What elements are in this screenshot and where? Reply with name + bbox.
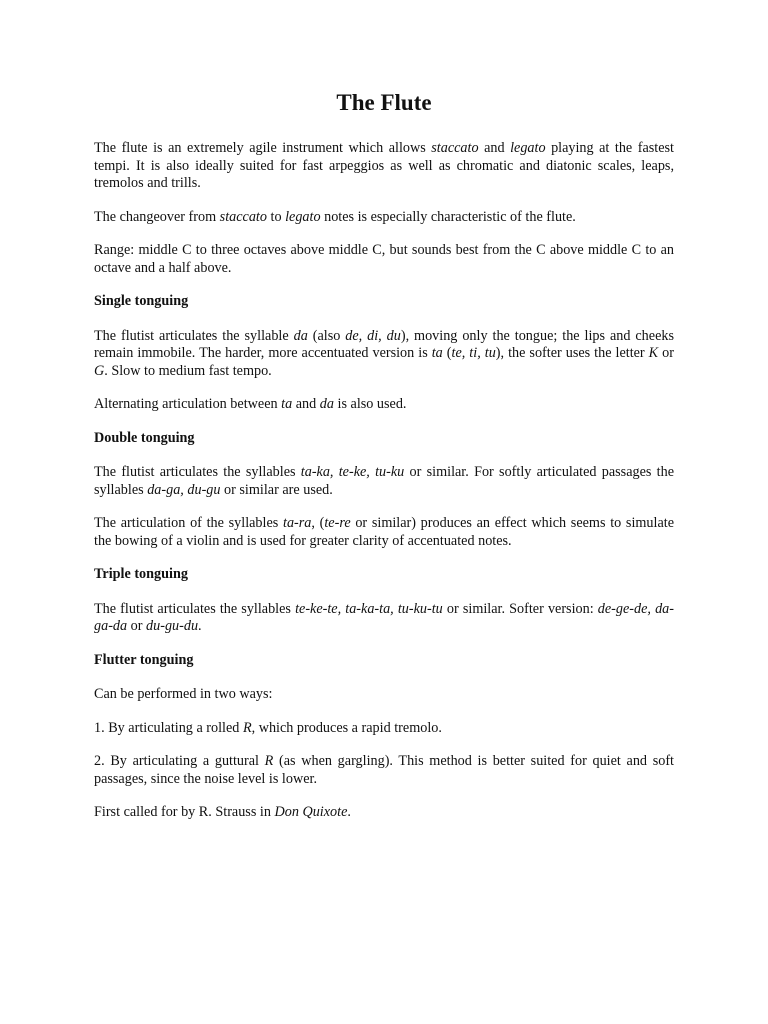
bowing-effect-paragraph: The articulation of the syllables ta-ra, (te-re or similar) produces an effect which seems to simulate the bowing of a violin and is used for greater clarity of accentuated notes.: [94, 515, 674, 549]
section-heading-double-tonguing: Double tonguing: [94, 429, 195, 446]
triple-tonguing-paragraph: The flutist articulates the syllables te-ke-te, ta-ka-ta, tu-ku-tu or similar. Softer version: de-ge-de, da-ga-da or du-gu-du.: [94, 600, 674, 634]
range-paragraph: Range: middle C to three octaves above middle C, but sounds best from the C above middle C to an octave and a half above.: [94, 242, 674, 276]
flutter-intro-paragraph: Can be performed in two ways:: [94, 686, 273, 702]
flutter-method-1-paragraph: 1. By articulating a rolled R, which produces a rapid tremolo.: [94, 719, 442, 736]
section-heading-single-tonguing: Single tonguing: [94, 293, 189, 309]
first-called-paragraph: First called for by R. Strauss in Don Quixote.: [94, 804, 351, 820]
page-title: The Flute: [336, 90, 432, 115]
section-heading-flutter-tonguing: Flutter tonguing: [94, 651, 194, 668]
single-tonguing-paragraph: The flutist articulates the syllable da (also de, di, du), moving only the tongue; the lips and cheeks remain immobile. The harder, more accentuated version is ta (te, ti, tu), the softer uses the letter K or G. Slow to medium fast tempo.: [94, 327, 674, 379]
section-heading-triple-tonguing: Triple tonguing: [94, 566, 188, 582]
flutter-method-2-paragraph: 2. By articulating a guttural R (as when gargling). This method is better suited for quiet and soft passages, since the noise level is lower.: [94, 753, 674, 787]
changeover-paragraph: The changeover from staccato to legato notes is especially characteristic of the flute.: [94, 208, 576, 225]
double-tonguing-paragraph: The flutist articulates the syllables ta-ka, te-ke, tu-ku or similar. For softly articulated passages the syllables da-ga, du-gu or similar are used.: [94, 464, 675, 498]
intro-paragraph: The flute is an extremely agile instrument which allows staccato and legato playing at the fastest tempi. It is also ideally suited for fast arpeggios as well as chromatic and diatonic scales, leaps, tremolos and trills.: [94, 140, 674, 191]
alternating-articulation-paragraph: Alternating articulation between ta and da is also used.: [94, 396, 407, 412]
